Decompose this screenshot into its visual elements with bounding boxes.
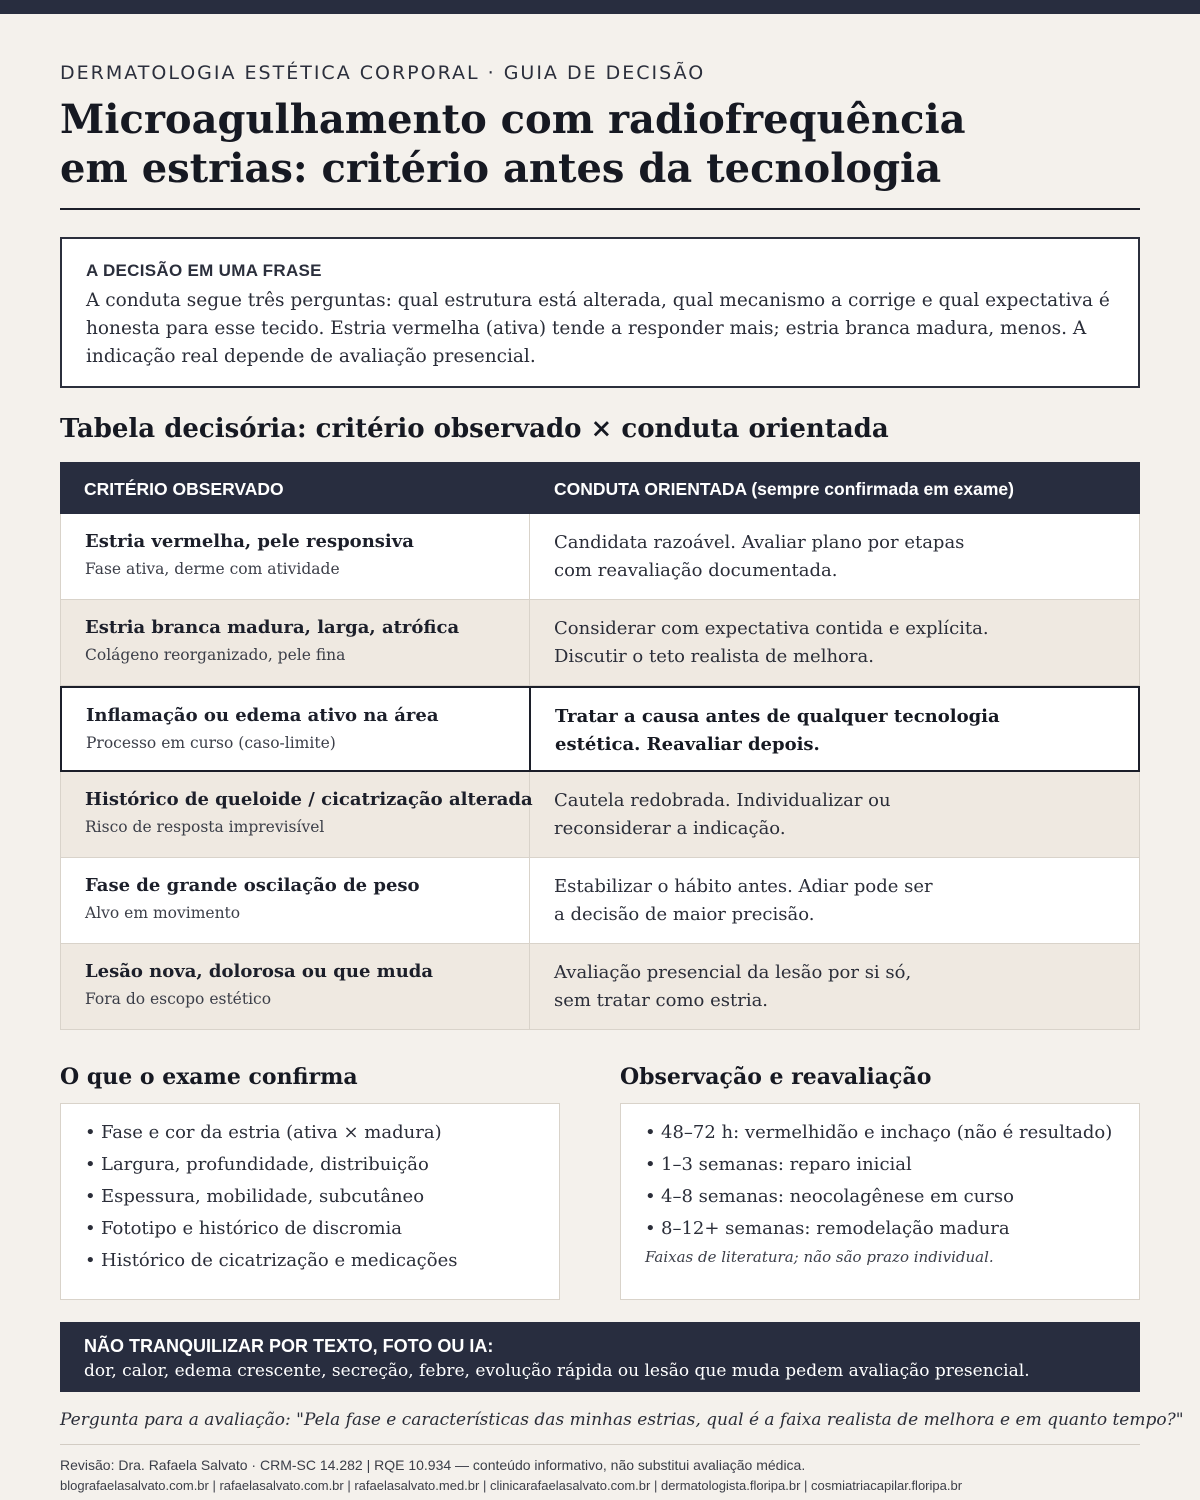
criterion-title: Inflamação ou edema ativo na área: [86, 705, 439, 726]
list-item: • Espessura, mobilidade, subcutâneo: [85, 1184, 535, 1210]
criterion-cell: [60, 772, 533, 858]
warning-banner: [60, 1322, 1140, 1392]
criterion-title: Estria vermelha, pele responsiva: [85, 531, 414, 552]
table-row: [60, 944, 1140, 1030]
conduct-line-1: Estabilizar o hábito antes. Adiar pode ser: [554, 876, 933, 897]
criterion-cell: [60, 686, 530, 772]
footer-divider: [60, 1444, 1140, 1445]
footer-review: Revisão: Dra. Rafaela Salvato · CRM-SC 14.282 | RQE 10.934 — conteúdo informativo, não substitui avaliação médica.: [60, 1457, 806, 1473]
list-item: • 4–8 semanas: neocolagênese em curso: [645, 1184, 1115, 1210]
page-title-line-1: Microagulhamento com radiofrequência: [60, 96, 966, 143]
criterion-detail: Alvo em movimento: [85, 904, 241, 922]
criterion-cell: [60, 600, 530, 686]
warning-heading: NÃO TRANQUILIZAR POR TEXTO, FOTO OU IA:: [84, 1336, 494, 1356]
conduct-line-1: Considerar com expectativa contida e explícita.: [554, 618, 989, 639]
followup-note: Faixas de literatura; não são prazo individual.: [645, 1248, 994, 1266]
conduct-cell: [530, 772, 1140, 858]
criterion-detail: Colágeno reorganizado, pele fina: [85, 646, 346, 664]
table-row: [60, 858, 1140, 944]
list-item: • Largura, profundidade, distribuição: [85, 1152, 535, 1178]
conduct-line-1: Candidata razoável. Avaliar plano por etapas: [554, 532, 965, 553]
conduct-line-2: com reavaliação documentada.: [554, 560, 838, 581]
criterion-cell: [60, 514, 530, 600]
footer-sites: blografaelasalvato.com.br | rafaelasalvato.com.br | rafaelasalvato.med.br | clinicarafaelasalvato.com.br | dermatologista.floripa.br | cosmiatriacapilar.floripa.br: [60, 1478, 963, 1493]
decision-summary-box: [60, 237, 1140, 388]
table-title: Tabela decisória: critério observado × conduta orientada: [60, 414, 889, 444]
conduct-cell: [530, 858, 1140, 944]
header-criterion: CRITÉRIO OBSERVADO: [84, 479, 284, 499]
decision-heading: A DECISÃO EM UMA FRASE: [86, 261, 322, 280]
evaluation-question: Pergunta para a avaliação: "Pela fase e características das minhas estrias, qual é a faixa realista de melhora e em quanto tempo?": [60, 1410, 1184, 1430]
list-item: • Fase e cor da estria (ativa × madura): [85, 1120, 535, 1146]
conduct-line-1: Avaliação presencial da lesão por si só,: [554, 962, 912, 983]
exam-list: [85, 1120, 535, 1274]
title-divider: [60, 208, 1140, 210]
conduct-line-1: Cautela redobrada. Individualizar ou: [554, 790, 891, 811]
table-row: [60, 514, 1140, 600]
exam-box: [60, 1103, 560, 1300]
criterion-cell: [60, 944, 530, 1030]
conduct-line-2: sem tratar como estria.: [554, 990, 769, 1011]
table-row: [60, 772, 1140, 858]
criterion-title: Fase de grande oscilação de peso: [85, 875, 420, 896]
page-title-line-2: em estrias: critério antes da tecnologia: [60, 145, 942, 192]
conduct-cell: [530, 514, 1140, 600]
eyebrow: DERMATOLOGIA ESTÉTICA CORPORAL · GUIA DE DECISÃO: [60, 62, 706, 84]
criterion-detail: Risco de resposta imprevisível: [85, 818, 325, 836]
criterion-title: Lesão nova, dolorosa ou que muda: [85, 961, 434, 982]
list-item: • 1–3 semanas: reparo inicial: [645, 1152, 1115, 1178]
list-item: • Fototipo e histórico de discromia: [85, 1216, 535, 1242]
table-row: [60, 600, 1140, 686]
criterion-detail: Processo em curso (caso-limite): [86, 734, 336, 752]
warning-body: dor, calor, edema crescente, secreção, febre, evolução rápida ou lesão que muda pedem avaliação presencial.: [84, 1361, 1030, 1381]
list-item: • Histórico de cicatrização e medicações: [85, 1248, 535, 1274]
decision-body: A conduta segue três perguntas: qual estrutura está alterada, qual mecanismo a corrige e qual expectativa é honesta para esse tecido. Estria vermelha (ativa) tende a responder mais; estria branca madura, menos. A indicação real depende de avaliação presencial.: [86, 290, 1110, 367]
criterion-detail: Fora do escopo estético: [85, 990, 272, 1008]
conduct-line-2: Discutir o teto realista de melhora.: [554, 646, 874, 667]
table-header: [60, 462, 1140, 514]
conduct-line-1: Tratar a causa antes de qualquer tecnologia: [555, 706, 1000, 727]
conduct-cell: [530, 600, 1140, 686]
conduct-line-2: reconsiderar a indicação.: [554, 818, 786, 839]
list-item: • 48–72 h: vermelhidão e inchaço (não é resultado): [645, 1120, 1115, 1146]
table-row-highlighted: [60, 686, 1140, 772]
followup-box: [620, 1103, 1140, 1300]
conduct-cell: [530, 686, 1140, 772]
criterion-cell: [60, 858, 530, 944]
followup-list: [645, 1120, 1115, 1242]
conduct-line-2: a decisão de maior precisão.: [554, 904, 815, 925]
top-accent-bar: [0, 0, 1200, 14]
criterion-title: Histórico de queloide / cicatrização alterada: [85, 789, 533, 810]
page-title: [60, 95, 1140, 193]
conduct-cell: [530, 944, 1140, 1030]
exam-section-title: O que o exame confirma: [60, 1064, 358, 1090]
decision-table: [60, 462, 1140, 1030]
criterion-title: Estria branca madura, larga, atrófica: [85, 617, 460, 638]
list-item: • 8–12+ semanas: remodelação madura: [645, 1216, 1115, 1242]
followup-section-title: Observação e reavaliação: [620, 1064, 932, 1090]
conduct-line-2: estética. Reavaliar depois.: [555, 734, 820, 755]
criterion-detail: Fase ativa, derme com atividade: [85, 560, 340, 578]
header-conduct: CONDUTA ORIENTADA (sempre confirmada em exame): [554, 479, 1014, 499]
